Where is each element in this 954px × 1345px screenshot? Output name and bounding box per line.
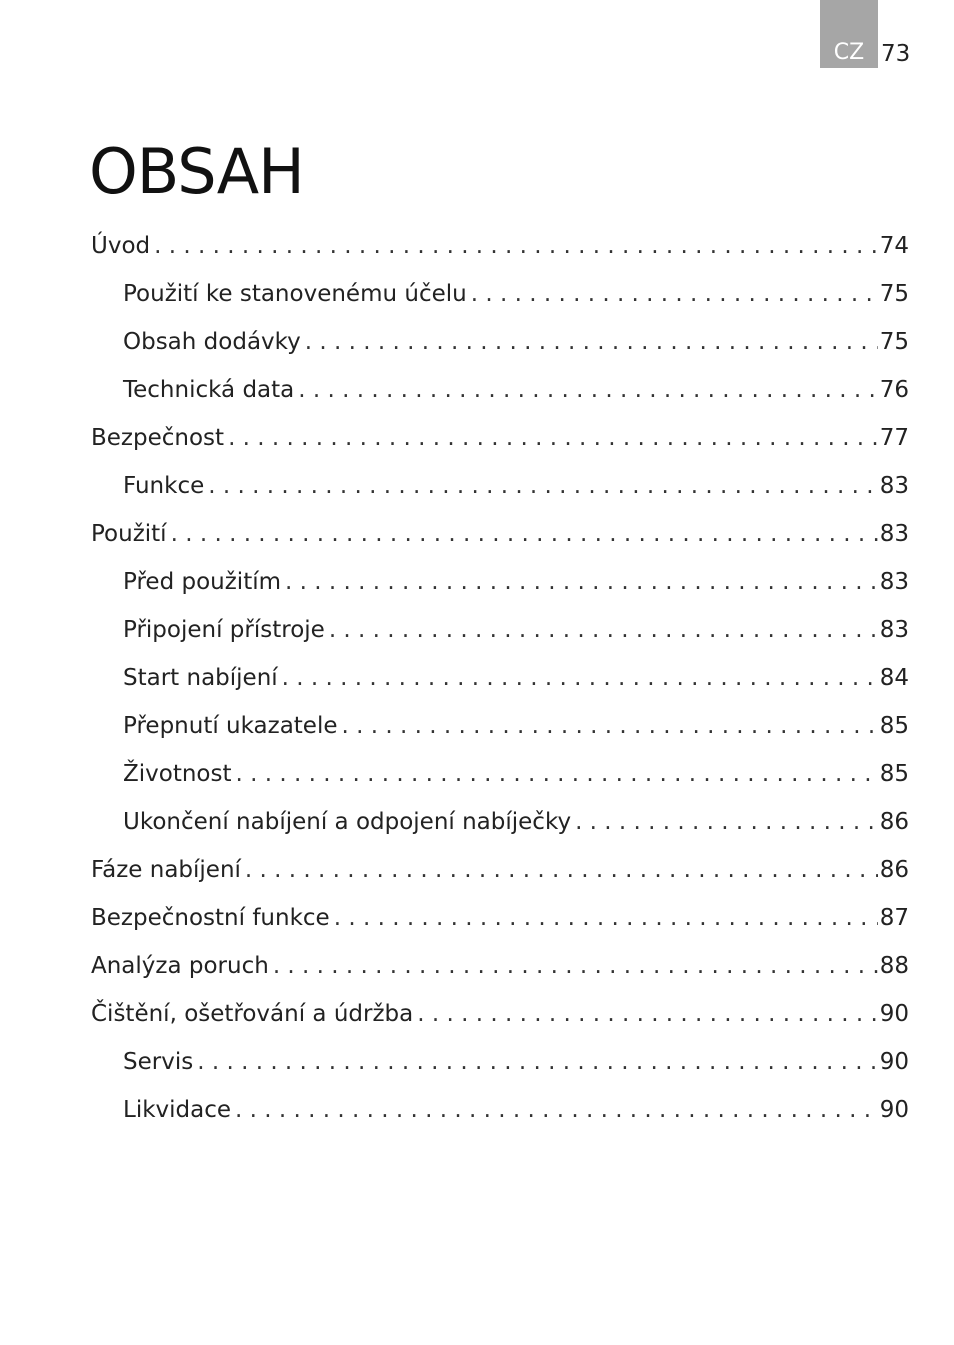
- toc-entry-page: 83: [879, 521, 909, 547]
- toc-entry[interactable]: [91, 846, 909, 894]
- toc-dot-leader: [236, 750, 878, 798]
- toc-entry-label: Technická data: [123, 377, 295, 403]
- toc-entry[interactable]: [91, 222, 909, 270]
- toc-dot-leader: [575, 798, 878, 846]
- toc-entry[interactable]: [91, 750, 909, 798]
- toc-dot-leader: [235, 1086, 878, 1134]
- toc-entry-label: Ukončení nabíjení a odpojení nabíječky: [123, 809, 572, 835]
- toc-dot-leader: [305, 318, 878, 366]
- language-code: CZ: [833, 40, 865, 65]
- toc-entry-page: 85: [879, 761, 909, 787]
- toc-entry[interactable]: [91, 510, 909, 558]
- toc-entry-label: Připojení přístroje: [123, 617, 325, 643]
- toc-entry-label: Bezpečnost: [91, 425, 225, 451]
- toc-entry-page: 74: [879, 233, 909, 259]
- toc-entry-label: Likvidace: [123, 1097, 232, 1123]
- toc-dot-leader: [197, 1038, 878, 1086]
- toc-dot-leader: [417, 990, 877, 1038]
- toc-entry-page: 77: [879, 425, 909, 451]
- toc-entry-page: 85: [879, 713, 909, 739]
- toc-entry[interactable]: [91, 654, 909, 702]
- toc-dot-leader: [208, 462, 877, 510]
- toc-entry[interactable]: [91, 606, 909, 654]
- toc-entry-label: Před použitím: [123, 569, 282, 595]
- toc-entry-label: Fáze nabíjení: [91, 857, 241, 883]
- toc-entry-page: 90: [879, 1001, 909, 1027]
- toc-entry[interactable]: [91, 318, 909, 366]
- toc-entry-page: 83: [879, 473, 909, 499]
- toc-entry[interactable]: [91, 942, 909, 990]
- toc-dot-leader: [329, 606, 878, 654]
- toc-entry-label: Použití ke stanovenému účelu: [123, 281, 467, 307]
- toc-dot-leader: [245, 846, 878, 894]
- toc-entry-label: Přepnutí ukazatele: [123, 713, 338, 739]
- toc-entry-label: Start nabíjení: [123, 665, 278, 691]
- toc-dot-leader: [154, 222, 878, 270]
- toc-dot-leader: [171, 510, 878, 558]
- toc-entry[interactable]: [91, 798, 909, 846]
- toc-entry-page: 86: [879, 857, 909, 883]
- toc-dot-leader: [471, 270, 878, 318]
- toc-entry-page: 90: [879, 1049, 909, 1075]
- page-number: 73: [881, 41, 911, 67]
- toc-entry-page: 83: [879, 569, 909, 595]
- toc-entry[interactable]: [91, 990, 909, 1038]
- toc-entry-label: Použití: [91, 521, 167, 547]
- toc-dot-leader: [342, 702, 878, 750]
- toc-dot-leader: [228, 414, 878, 462]
- toc-entry-page: 75: [879, 281, 909, 307]
- toc-entry[interactable]: [91, 894, 909, 942]
- toc-entry-page: 87: [879, 905, 909, 931]
- table-of-contents: [91, 222, 909, 1134]
- toc-entry-page: 83: [879, 617, 909, 643]
- toc-dot-leader: [285, 558, 878, 606]
- toc-entry-page: 75: [879, 329, 909, 355]
- toc-entry-label: Analýza poruch: [91, 953, 269, 979]
- toc-entry-page: 88: [879, 953, 909, 979]
- toc-entry[interactable]: [91, 1038, 909, 1086]
- toc-entry[interactable]: [91, 414, 909, 462]
- language-tab: [820, 0, 878, 68]
- toc-entry-label: Bezpečnostní funkce: [91, 905, 330, 931]
- toc-entry-label: Čištění, ošetřování a údržba: [91, 1001, 414, 1027]
- toc-entry[interactable]: [91, 702, 909, 750]
- toc-entry-page: 90: [879, 1097, 909, 1123]
- toc-entry-page: 84: [879, 665, 909, 691]
- toc-entry[interactable]: [91, 462, 909, 510]
- toc-entry-label: Obsah dodávky: [123, 329, 301, 355]
- toc-entry[interactable]: [91, 1086, 909, 1134]
- toc-entry-page: 86: [879, 809, 909, 835]
- toc-dot-leader: [334, 894, 878, 942]
- toc-entry[interactable]: [91, 366, 909, 414]
- toc-dot-leader: [282, 654, 878, 702]
- toc-entry[interactable]: [91, 558, 909, 606]
- toc-entry-label: Servis: [123, 1049, 194, 1075]
- toc-entry-label: Životnost: [123, 761, 232, 787]
- page-title: OBSAH: [89, 135, 304, 208]
- toc-entry[interactable]: [91, 270, 909, 318]
- toc-dot-leader: [298, 366, 877, 414]
- toc-entry-label: Funkce: [123, 473, 205, 499]
- toc-entry-label: Úvod: [91, 233, 151, 259]
- toc-dot-leader: [273, 942, 878, 990]
- toc-entry-page: 76: [879, 377, 909, 403]
